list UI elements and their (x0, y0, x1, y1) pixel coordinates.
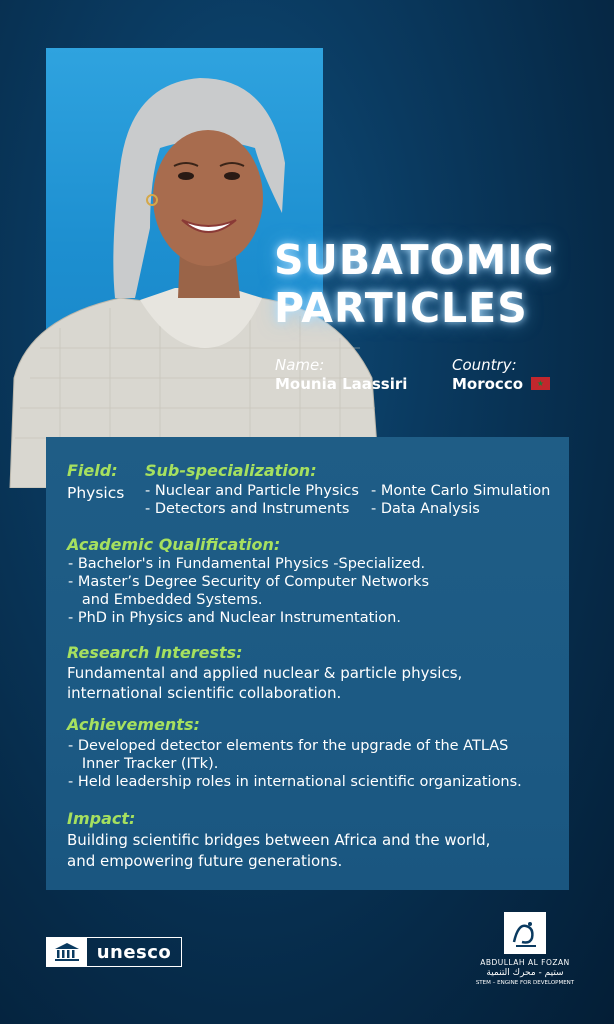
unesco-logo (46, 937, 182, 967)
morocco-flag-icon: ★ (531, 377, 550, 390)
impact-heading: Impact: (67, 809, 136, 828)
name-label: Name: (275, 356, 325, 374)
academic-heading: Academic Qualification: (67, 535, 281, 554)
subspecialization-list-1 (145, 482, 359, 518)
fozan-tagline: STEM – ENGINE FOR DEVELOPMENT (475, 980, 575, 986)
fozan-logo (470, 912, 580, 986)
text-line: and empowering future generations. (67, 852, 343, 870)
list-item: - Nuclear and Particle Physics (145, 483, 359, 499)
subspecialization-list-2 (371, 482, 550, 518)
text-line: Fundamental and applied nuclear & particle physics, (67, 664, 463, 682)
list-item: - Monte Carlo Simulation (371, 483, 551, 499)
list-item: Inner Tracker (ITk). (68, 756, 219, 772)
list-item: - Detectors and Instruments (145, 501, 350, 517)
list-item: - Data Analysis (371, 501, 480, 517)
research-text (67, 663, 462, 703)
list-item: - Bachelor's in Fundamental Physics -Specialized. (68, 556, 426, 572)
page-title (274, 236, 594, 332)
country-label: Country: (452, 356, 517, 374)
list-item: - Master’s Degree Security of Computer Networks (68, 574, 430, 590)
fozan-arabic: ستيم - محرك التنمية (486, 968, 564, 978)
list-item: - Held leadership roles in international scientific organizations. (68, 774, 522, 790)
unesco-temple-icon (47, 938, 87, 966)
achievements-heading: Achievements: (67, 715, 200, 734)
list-item: - Developed detector elements for the upgrade of the ATLAS (68, 738, 509, 754)
achievements-list (68, 737, 522, 791)
fozan-emblem-icon (504, 912, 546, 954)
academic-list (68, 555, 429, 627)
fozan-name: ABDULLAH AL FOZAN (480, 958, 570, 967)
field-heading: Field: (67, 461, 118, 480)
country-value: Morocco (452, 375, 524, 393)
subspecialization-heading: Sub-specialization: (145, 461, 317, 480)
field-value: Physics (67, 484, 125, 502)
title-line-2: PARTICLES (274, 284, 528, 332)
list-item: and Embedded Systems. (68, 592, 263, 608)
list-item: - PhD in Physics and Nuclear Instrumentation. (68, 610, 401, 626)
impact-text (67, 830, 490, 872)
title-line-1: SUBATOMIC (274, 236, 555, 284)
text-line: Building scientific bridges between Africa and the world, (67, 831, 491, 849)
unesco-wordmark: unesco (96, 941, 172, 963)
text-line: international scientific collaboration. (67, 684, 342, 702)
name-value: Mounia Laassiri (275, 375, 408, 393)
research-heading: Research Interests: (67, 643, 243, 662)
